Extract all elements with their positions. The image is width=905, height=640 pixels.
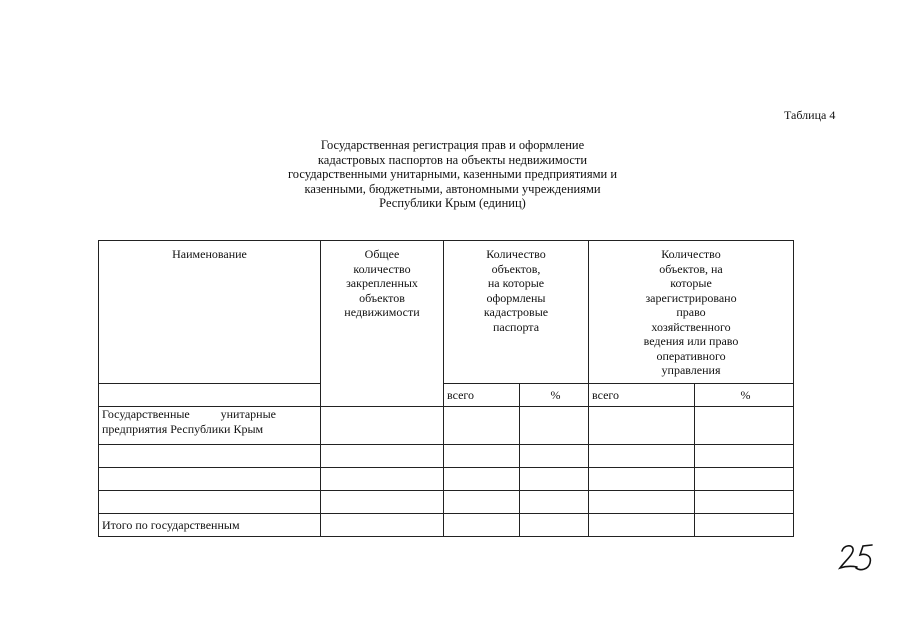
header-text: на которые bbox=[487, 276, 545, 290]
header-text: объектов, на bbox=[659, 261, 723, 276]
header-text: Количество bbox=[661, 247, 721, 261]
table-cell bbox=[520, 407, 589, 445]
subheader-total: всего bbox=[444, 384, 520, 407]
header-text: закрепленных bbox=[346, 276, 418, 290]
table-cell bbox=[444, 445, 520, 468]
table-cell bbox=[444, 491, 520, 514]
header-text: Общее bbox=[364, 247, 400, 261]
header-text: оперативного bbox=[656, 348, 726, 363]
table-cell bbox=[321, 514, 444, 537]
table-cell bbox=[321, 407, 444, 445]
subheader-total: всего bbox=[589, 384, 695, 407]
header-registered-rights bbox=[589, 241, 794, 384]
table-row-label: Государственные унитарные предприятия Республики Крым bbox=[99, 407, 321, 445]
table-cell bbox=[520, 468, 589, 491]
header-text: хозяйственного bbox=[651, 319, 731, 334]
table-cell bbox=[444, 407, 520, 445]
table-cell bbox=[695, 407, 794, 445]
table-cell bbox=[695, 468, 794, 491]
table-cell bbox=[589, 445, 695, 468]
table-cell bbox=[589, 468, 695, 491]
table-cell bbox=[695, 491, 794, 514]
table-cell bbox=[321, 468, 444, 491]
title-line: Республики Крым (единиц) bbox=[379, 196, 526, 211]
header-text: зарегистрировано bbox=[645, 290, 737, 305]
table-cell bbox=[321, 445, 444, 468]
header-text: управления bbox=[661, 363, 721, 377]
table-cell bbox=[695, 445, 794, 468]
header-text: количество bbox=[353, 261, 411, 276]
table-number-label: Таблица 4 bbox=[784, 108, 836, 122]
table-cell bbox=[589, 514, 695, 537]
subheader-percent: % bbox=[520, 384, 589, 407]
table-cell bbox=[589, 407, 695, 445]
title-line: государственными унитарными, казенными предприятиями и bbox=[287, 167, 618, 182]
title-line: казенными, бюджетными, автономными учреждениями bbox=[304, 181, 601, 196]
header-cadastral-passports bbox=[444, 241, 589, 384]
header-text: недвижимости bbox=[344, 305, 420, 319]
table-cell bbox=[444, 514, 520, 537]
header-text: право bbox=[676, 305, 706, 319]
header-text: объектов bbox=[359, 290, 405, 305]
table-cell bbox=[589, 491, 695, 514]
header-text: ведения или право bbox=[643, 334, 739, 348]
table-row-label: Итого по государственным bbox=[99, 514, 321, 537]
table-row-label bbox=[99, 468, 321, 491]
header-name bbox=[99, 241, 321, 384]
table-cell bbox=[520, 491, 589, 514]
header-text: паспорта bbox=[492, 319, 540, 334]
table-cell bbox=[321, 491, 444, 514]
header-text: кадастровые bbox=[483, 305, 549, 319]
subheader-percent: % bbox=[695, 384, 794, 407]
title-line: кадастровых паспортов на объекты недвижимости bbox=[317, 152, 588, 167]
table-cell bbox=[695, 514, 794, 537]
table-cell bbox=[444, 468, 520, 491]
registration-table bbox=[98, 240, 794, 537]
header-name-text: Наименование bbox=[172, 247, 247, 261]
table-row-label bbox=[99, 445, 321, 468]
header-text: Количество bbox=[486, 247, 546, 261]
header-text: объектов, bbox=[491, 261, 541, 276]
document-title bbox=[0, 138, 905, 211]
table-row-label bbox=[99, 491, 321, 514]
table-cell bbox=[520, 514, 589, 537]
header-text: оформлены bbox=[486, 290, 546, 305]
handwritten-page-number bbox=[838, 542, 878, 574]
table-cell bbox=[520, 445, 589, 468]
title-line: Государственная регистрация прав и оформление bbox=[320, 138, 585, 152]
header-total-objects bbox=[321, 241, 444, 407]
header-text: которые bbox=[670, 276, 712, 290]
header-name-blank bbox=[99, 384, 321, 407]
